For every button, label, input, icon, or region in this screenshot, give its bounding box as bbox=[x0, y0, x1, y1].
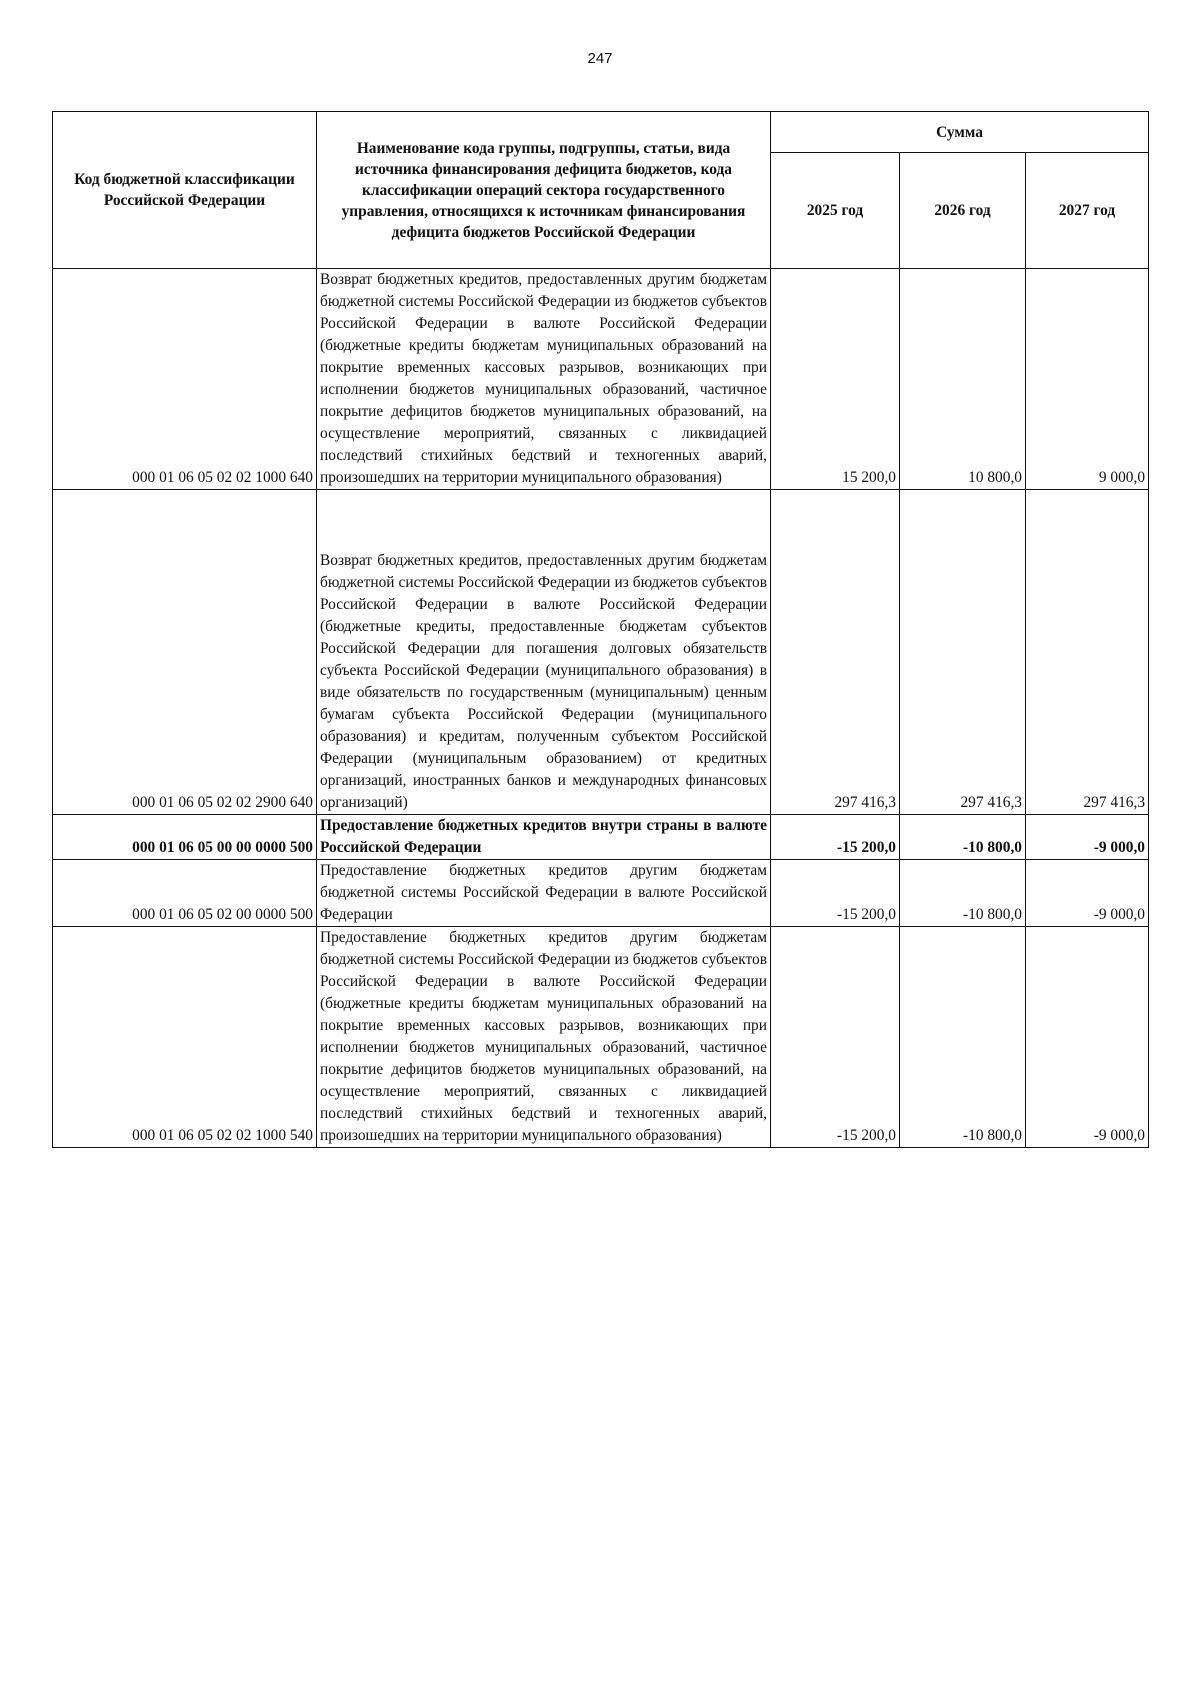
row-value-2027: -9 000,0 bbox=[1026, 860, 1149, 927]
row-value-2025: 15 200,0 bbox=[771, 269, 900, 490]
row-name: Предоставление бюджетных кредитов внутри страны в валюте Российской Федерации bbox=[317, 815, 771, 860]
row-code: 000 01 06 05 02 02 1000 640 bbox=[53, 269, 317, 490]
budget-sources-table bbox=[52, 111, 1149, 1148]
row-name: Возврат бюджетных кредитов, предоставленных другим бюджетам бюджетной системы Российской Федерации из бюджетов субъектов Российской Федерации в валюте Российской Федерации (бюджетные кредиты бюджетам муниципальных образований на покрытие временных кассовых разрывов, возникающих при исполнении бюджетов муниципальных образований, частичное покрытие дефицитов бюджетов муниципальных образований, на осуществление мероприятий, связанных с ликвидацией последствий стихийных бедствий и техногенных аварий, произошедших на территории муниципального образования) bbox=[317, 269, 771, 490]
row-name: Возврат бюджетных кредитов, предоставленных другим бюджетам бюджетной системы Российской Федерации из бюджетов субъектов Российской Федерации в валюте Российской Федерации (бюджетные кредиты, предоставленные бюджетам субъектов Российской Федерации для погашения долговых обязательств субъекта Российской Федерации (муниципального образования) в виде обязательств по государственным (муниципальным) ценным бумагам субъекта Российской Федерации (муниципального образования) и кредитам, полученным субъектом Российской Федерации (муниципальным образованием) от кредитных организаций, иностранных банков и международных финансовых организаций) bbox=[317, 490, 771, 815]
row-code: 000 01 06 05 02 02 1000 540 bbox=[53, 927, 317, 1148]
row-name: Предоставление бюджетных кредитов другим бюджетам бюджетной системы Российской Федерации из бюджетов субъектов Российской Федерации в валюте Российской Федерации (бюджетные кредиты бюджетам муниципальных образований на покрытие временных кассовых разрывов, возникающих при исполнении бюджетов муниципальных образований, частичное покрытие дефицитов бюджетов муниципальных образований, на осуществление мероприятий, связанных с ликвидацией последствий стихийных бедствий и техногенных аварий, произошедших на территории муниципального образования) bbox=[317, 927, 771, 1148]
table-row bbox=[53, 860, 1149, 927]
row-value-2027: 9 000,0 bbox=[1026, 269, 1149, 490]
table-row bbox=[53, 490, 1149, 815]
row-code: 000 01 06 05 00 00 0000 500 bbox=[53, 815, 317, 860]
row-value-2025: -15 200,0 bbox=[771, 927, 900, 1148]
row-code: 000 01 06 05 02 02 2900 640 bbox=[53, 490, 317, 815]
table-row bbox=[53, 269, 1149, 490]
table-row-subtotal bbox=[53, 815, 1149, 860]
column-header-2026: 2026 год bbox=[900, 153, 1026, 269]
row-value-2025: 297 416,3 bbox=[771, 490, 900, 815]
row-value-2026: 297 416,3 bbox=[900, 490, 1026, 815]
table-row bbox=[53, 927, 1149, 1148]
row-value-2026: -10 800,0 bbox=[900, 860, 1026, 927]
column-header-name: Наименование кода группы, подгруппы, статьи, вида источника финансирования дефицита бюджетов, кода классификации операций сектора государственного управления, относящихся к источникам финансирования дефицита бюджетов Российской Федерации bbox=[317, 112, 771, 269]
column-header-2025: 2025 год bbox=[771, 153, 900, 269]
column-header-2027: 2027 год bbox=[1026, 153, 1149, 269]
row-value-2027: -9 000,0 bbox=[1026, 815, 1149, 860]
page-number: 247 bbox=[587, 50, 613, 67]
row-value-2027: 297 416,3 bbox=[1026, 490, 1149, 815]
row-name: Предоставление бюджетных кредитов другим бюджетам бюджетной системы Российской Федерации в валюте Российской Федерации bbox=[317, 860, 771, 927]
column-header-code: Код бюджетной классификации Российской Федерации bbox=[53, 112, 317, 269]
table-header-row bbox=[53, 112, 1149, 153]
row-value-2026: -10 800,0 bbox=[900, 927, 1026, 1148]
row-value-2027: -9 000,0 bbox=[1026, 927, 1149, 1148]
row-value-2025: -15 200,0 bbox=[771, 815, 900, 860]
row-value-2026: 10 800,0 bbox=[900, 269, 1026, 490]
row-value-2026: -10 800,0 bbox=[900, 815, 1026, 860]
column-header-sum: Сумма bbox=[771, 112, 1149, 153]
row-code: 000 01 06 05 02 00 0000 500 bbox=[53, 860, 317, 927]
row-value-2025: -15 200,0 bbox=[771, 860, 900, 927]
